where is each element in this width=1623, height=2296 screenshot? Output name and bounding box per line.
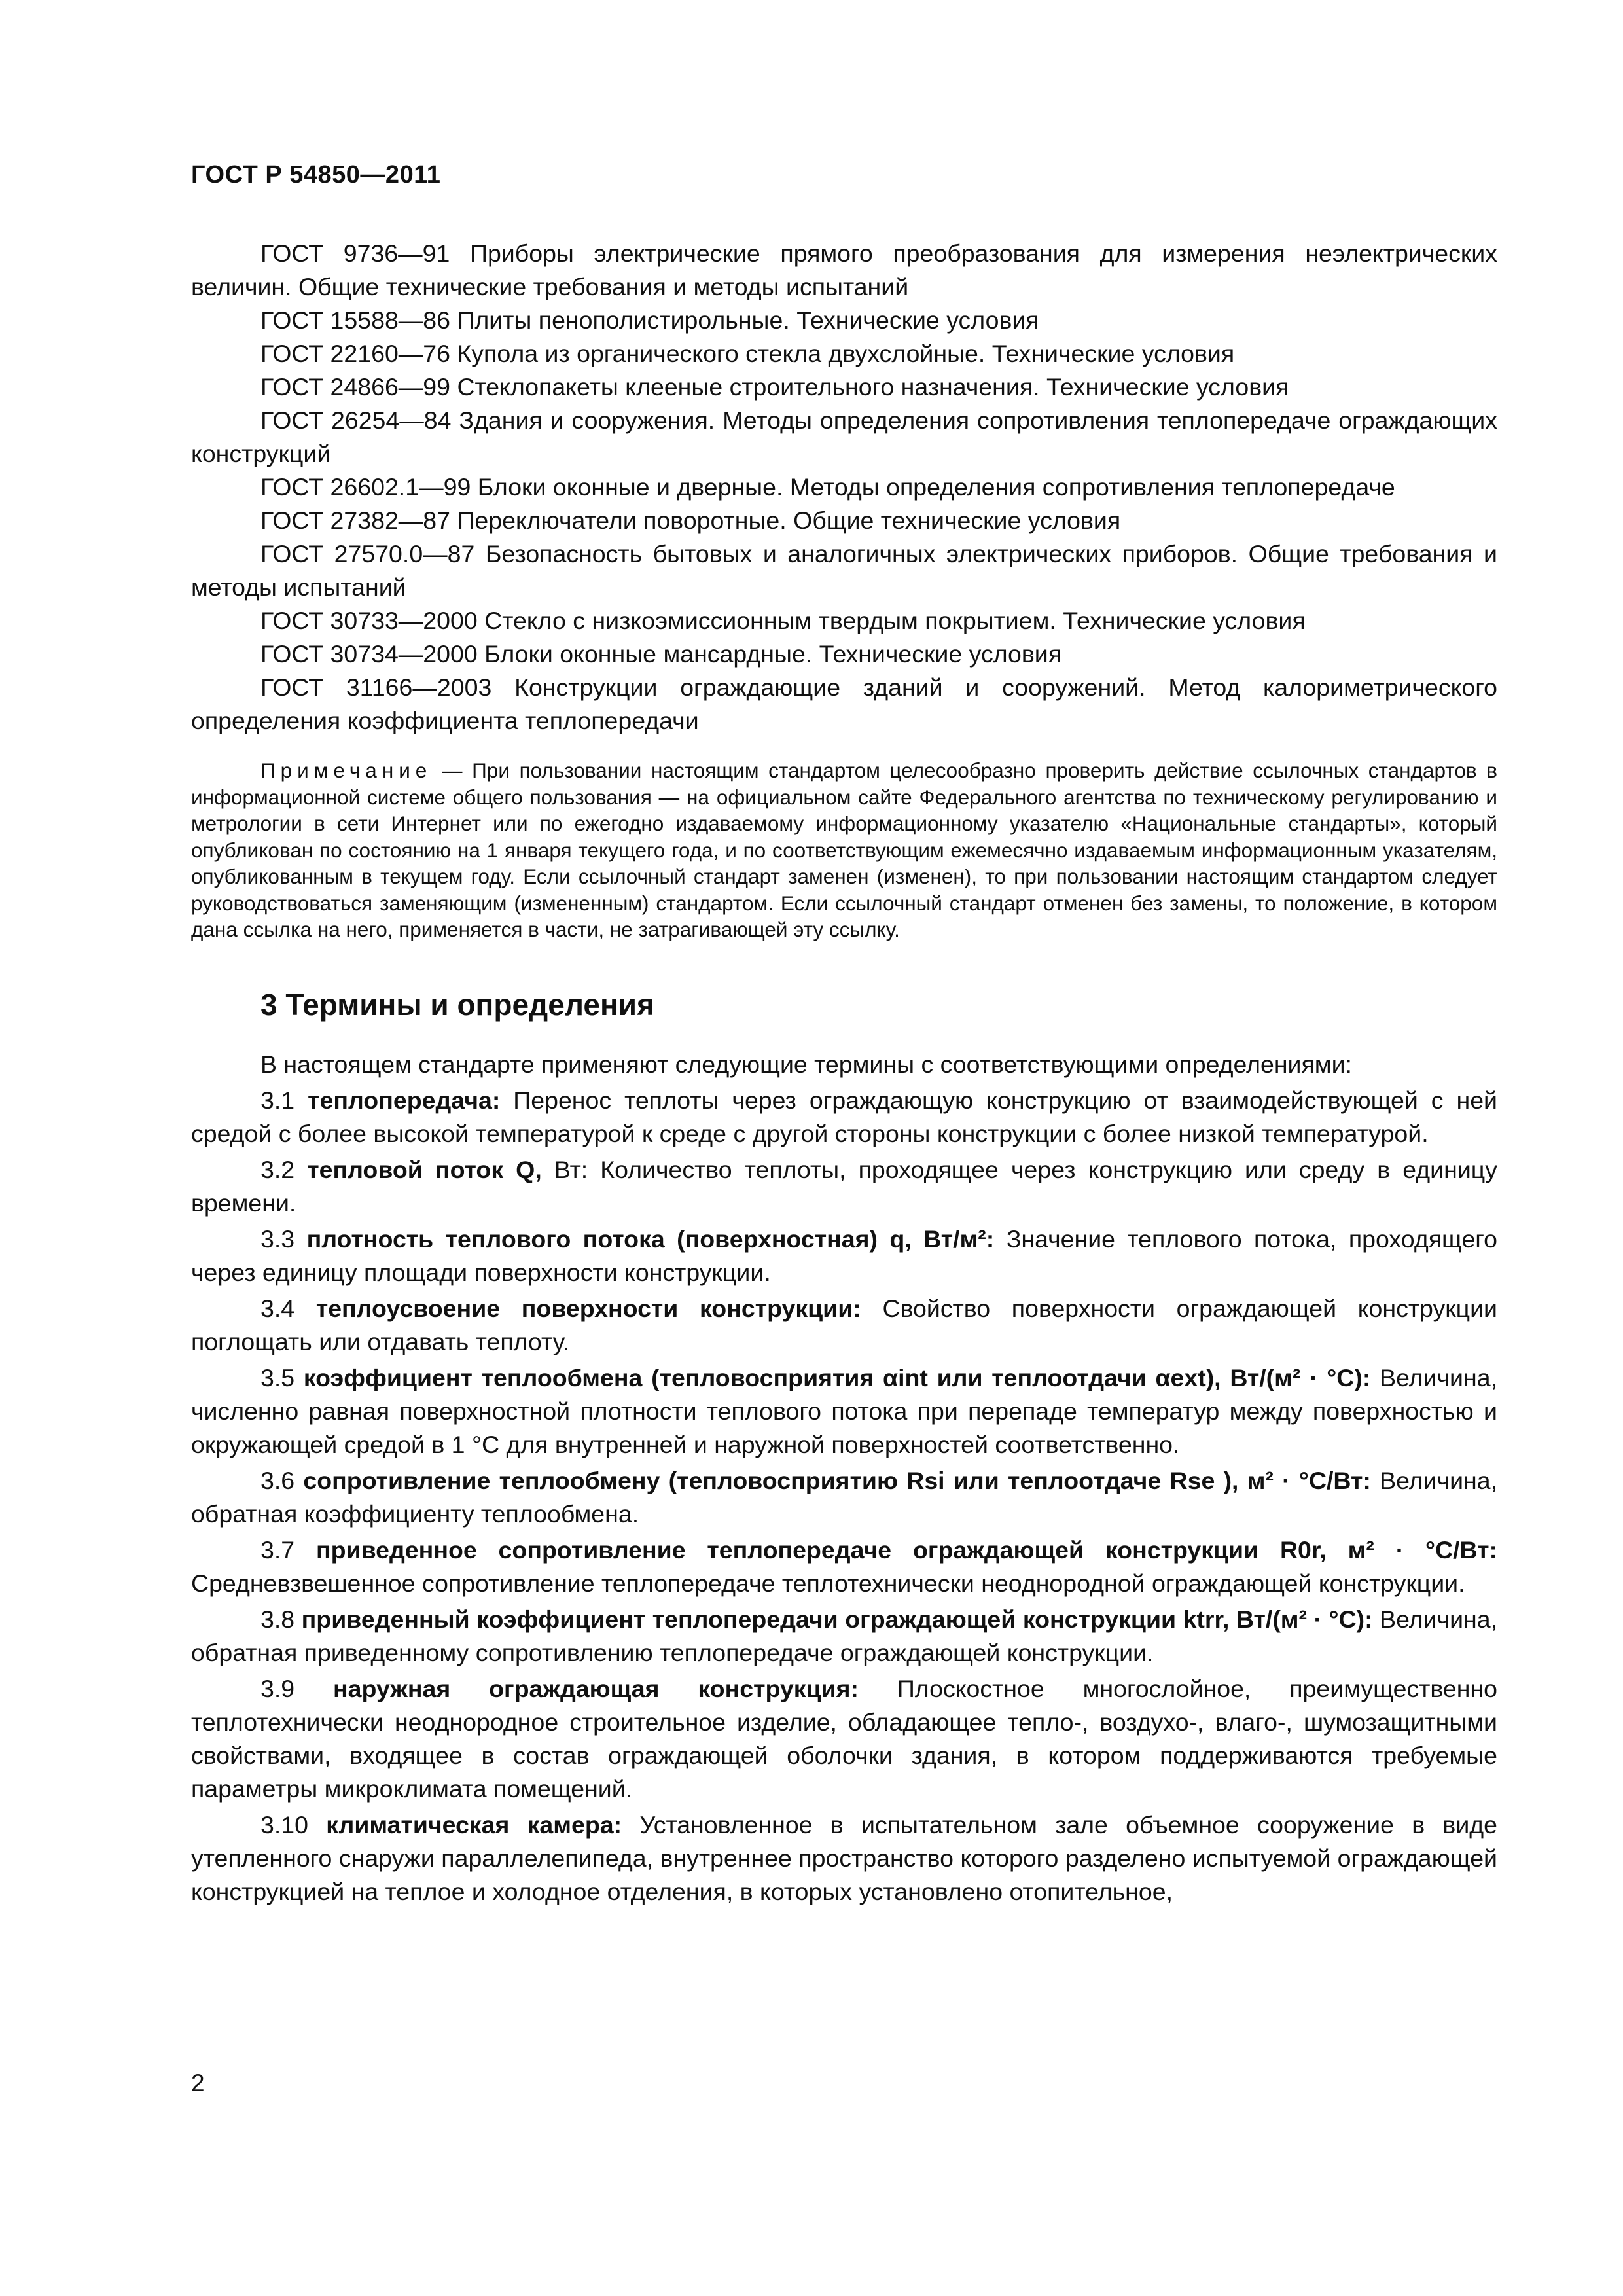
term-number: 3.2 — [260, 1155, 295, 1183]
term-number: 3.6 — [260, 1466, 295, 1494]
terms-list — [191, 1048, 1497, 1909]
term-number: 3.10 — [260, 1810, 308, 1839]
note-text: — При пользовании настоящим стандартом целесообразно проверить действие ссылочных стандартов в информационной системе общего пользования — на официальном сайте Федерального агентства по техническому регулированию и метрологии в сети Интернет или по ежегодно издаваемому информационному указателю «Национальные стандарты», который опубликован по состоянию на 1 января текущего года, и по соответствующим ежемесячно издаваемым информационным указателям, опубликованным в текущем году. Если ссылочный стандарт заменен (изменен), то при пользовании настоящим стандартом следует руководствоваться заменяющим (измененным) стандартом. Если ссылочный стандарт отменен без замены, то положение, в котором дана ссылка на него, применяется в части, не затрагивающей эту ссылку. — [191, 759, 1497, 941]
term-entry — [191, 1672, 1497, 1806]
term-entry — [191, 1223, 1497, 1289]
term-definition: Значение теплового потока, проходящего через единицу площади поверхности конструкции. — [191, 1225, 1498, 1286]
term-entry — [191, 1292, 1497, 1359]
term-name: коэффициент теплообмена (тепловосприятия αint или теплоотдачи αext), Вт/(м² · °С): — [303, 1363, 1371, 1391]
term-definition: Перенос теплоты через ограждающую конструкцию от взаимодействующей с ней средой с более высокой температурой к среде с другой стороны конструкции с более низкой температурой. — [191, 1086, 1498, 1147]
term-entry — [191, 1603, 1497, 1670]
term-definition: Величина, обратная коэффициенту теплообмена. — [191, 1466, 1497, 1528]
term-number: 3.1 — [260, 1086, 295, 1114]
term-number: 3.8 — [260, 1605, 295, 1633]
reference-item: ГОСТ 27570.0—87 Безопасность бытовых и аналогичных электрических приборов. Общие требования и методы испытаний — [191, 540, 1497, 601]
term-name: приведенное сопротивление теплопередаче ограждающей конструкции R0r, м² · °С/Вт: — [315, 1535, 1497, 1564]
term-number: 3.7 — [260, 1535, 295, 1564]
term-definition: Вт: Количество теплоты, проходящее через конструкцию или среду в единицу времени. — [191, 1155, 1497, 1217]
term-name: климатическая камера: — [326, 1810, 622, 1839]
term-entry — [191, 1808, 1497, 1909]
reference-item: ГОСТ 26602.1—99 Блоки оконные и дверные. Методы определения сопротивления теплопередаче — [260, 473, 1395, 501]
term-number: 3.5 — [260, 1363, 295, 1391]
term-name: плотность теплового потока (поверхностная) q, Вт/м²: — [306, 1225, 995, 1253]
term-entry — [191, 1464, 1497, 1531]
reference-item: ГОСТ 22160—76 Купола из органического стекла двухслойные. Технические условия — [260, 340, 1235, 367]
term-name: тепловой поток Q, — [307, 1155, 542, 1183]
term-name: приведенный коэффициент теплопередачи ограждающей конструкции ktrr, Вт/(м² · °С): — [301, 1605, 1373, 1633]
section-intro: В настоящем стандарте применяют следующие термины с соответствующими определениями: — [260, 1050, 1352, 1078]
term-name: теплопередача: — [308, 1086, 501, 1114]
term-entry — [191, 1534, 1497, 1600]
term-definition: Величина, обратная приведенному сопротивлению теплопередаче ограждающей конструкции. — [191, 1605, 1498, 1666]
term-entry — [191, 1153, 1497, 1220]
document-header: ГОСТ Р 54850—2011 — [191, 161, 441, 188]
term-name: наружная ограждающая конструкция: — [333, 1674, 859, 1702]
term-number: 3.3 — [260, 1225, 295, 1253]
page-number: 2 — [191, 2070, 205, 2096]
reference-item: ГОСТ 30734—2000 Блоки оконные мансардные. Технические условия — [260, 640, 1062, 668]
section-title: 3 Термины и определения — [260, 987, 654, 1022]
term-name: теплоусвоение поверхности конструкции: — [315, 1294, 861, 1322]
reference-item: ГОСТ 24866—99 Стеклопакеты клееные строительного назначения. Технические условия — [260, 373, 1289, 401]
term-entry — [191, 1361, 1497, 1462]
term-definition: Плоскостное многослойное, преимущественно теплотехнически неоднородное строительное изделие, обладающее тепло-, воздухо-, влаго-, шумозащитными свойствами, входящее в состав ограждающей оболочки здания, в котором поддерживаются требуемые параметры микроклимата помещений. — [191, 1674, 1497, 1803]
note-label: Примечание — [260, 759, 433, 782]
term-entry — [191, 1084, 1497, 1151]
reference-list — [191, 237, 1497, 738]
note-paragraph — [191, 757, 1497, 943]
reference-item: ГОСТ 31166—2003 Конструкции ограждающие зданий и сооружений. Метод калориметрического определения коэффициента теплопередачи — [191, 673, 1497, 734]
term-definition: Установленное в испытательном зале объемное сооружение в виде утепленного снаружи параллелепипеда, внутреннее пространство которого разделено испытуемой ограждающей конструкцией на теплое и холодное отделения, в которых установлено отопительное, — [191, 1810, 1497, 1905]
term-definition: Величина, численно равная поверхностной плотности теплового потока при перепаде температур между поверхностью и окружающей средой в 1 °С для внутренней и наружной поверхностей соответственно. — [191, 1363, 1497, 1458]
page-content — [191, 237, 1497, 1911]
term-name: сопротивление теплообмену (тепловосприятию Rsi или теплоотдаче Rse ), м² · °С/Вт: — [303, 1466, 1371, 1494]
term-definition: Средневзвешенное сопротивление теплопередаче теплотехнически неоднородной ограждающей конструкции. — [191, 1569, 1465, 1597]
term-definition: Свойство поверхности ограждающей конструкции поглощать или отдавать теплоту. — [191, 1294, 1497, 1355]
term-number: 3.9 — [260, 1674, 295, 1702]
reference-item: ГОСТ 30733—2000 Стекло с низкоэмиссионным твердым покрытием. Технические условия — [260, 607, 1306, 634]
reference-item: ГОСТ 9736—91 Приборы электрические прямого преобразования для измерения неэлектрических величин. Общие технические требования и методы испытаний — [191, 240, 1497, 300]
reference-item: ГОСТ 26254—84 Здания и сооружения. Методы определения сопротивления теплопередаче ограждающих конструкций — [191, 406, 1497, 467]
reference-item: ГОСТ 15588—86 Плиты пенополистирольные. Технические условия — [260, 306, 1039, 334]
term-number: 3.4 — [260, 1294, 295, 1322]
reference-item: ГОСТ 27382—87 Переключатели поворотные. Общие технические условия — [260, 507, 1121, 534]
